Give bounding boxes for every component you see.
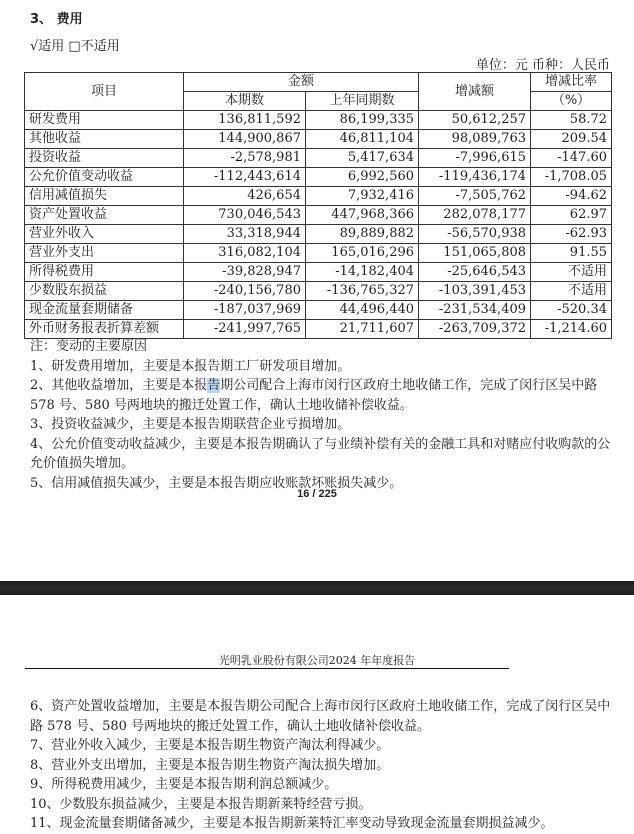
table-row (25, 206, 612, 225)
note-2 (30, 376, 620, 415)
cell-change: -263,709,372 (419, 320, 531, 339)
table-row (25, 282, 612, 301)
cell-current: -112,443,614 (184, 168, 306, 187)
header-ratio (531, 73, 612, 92)
cell-ratio: 209.54 (531, 130, 612, 149)
page-separator (0, 581, 634, 595)
header-amount: 金额 (184, 73, 419, 92)
table-header-row (25, 73, 612, 92)
cell-prior: 86,199,335 (306, 111, 419, 130)
cell-prior: 165,016,296 (306, 244, 419, 263)
cell-item: 少数股东损益 (25, 282, 184, 301)
table-row (25, 168, 612, 187)
currency-unit: 单位：元 币种：人民币 (475, 58, 610, 73)
header-current: 本期数 (184, 92, 306, 111)
cell-prior: 89,889,882 (306, 225, 419, 244)
cell-change: 282,078,177 (419, 206, 531, 225)
cell-item: 现金流量套期储备 (25, 301, 184, 320)
notes-section (30, 337, 620, 493)
cell-prior: 46,811,104 (306, 130, 419, 149)
cell-current: -2,578,981 (184, 149, 306, 168)
note-7: 7、营业外收入减少，主要是本报告期生物资产淘汰利得减少。 (30, 738, 390, 753)
table-row (25, 130, 612, 149)
notes-heading: 注：变动的主要原因 (30, 339, 148, 354)
cell-item: 营业外收入 (25, 225, 184, 244)
cell-prior: 447,968,366 (306, 206, 419, 225)
note-2-part-b: 期公司配合上海市闵行区政府土地收储工作，完成了闵行区吴中路 578 号、580 号两地块的搬迁处置工作，确认土地收储补偿收益。 (30, 378, 598, 413)
cell-current: -240,156,780 (184, 282, 306, 301)
cell-current: -39,828,947 (184, 263, 306, 282)
cell-ratio: -1,214.60 (531, 320, 612, 339)
cell-change: -231,534,409 (419, 301, 531, 320)
header-ratio-unit: （%） (531, 92, 612, 111)
cell-current: 144,900,867 (184, 130, 306, 149)
note-6: 6、资产处置收益增加，主要是本报告期公司配合上海市闵行区政府土地收储工作，完成了闵行区吴中路 578 号、580 号两地块的搬迁处置工作，确认土地收储补偿收益。 (30, 699, 611, 734)
cell-ratio: -94.62 (531, 187, 612, 206)
cell-change: -25,646,543 (419, 263, 531, 282)
cell-change: 98,089,763 (419, 130, 531, 149)
cell-ratio: -62.93 (531, 225, 612, 244)
expense-table (24, 72, 612, 339)
cell-current: 730,046,543 (184, 206, 306, 225)
cell-item: 所得税费用 (25, 263, 184, 282)
note-2-part-a: 2、其他收益增加，主要是本报 (30, 378, 208, 393)
cell-current: 316,082,104 (184, 244, 306, 263)
cell-prior: 6,992,560 (306, 168, 419, 187)
notes-continued (30, 697, 620, 834)
cell-ratio: 不适用 (531, 282, 612, 301)
cell-prior: 21,711,607 (306, 320, 419, 339)
cell-change: -7,996,615 (419, 149, 531, 168)
note-4: 4、公允价值变动收益减少，主要是本报告期确认了与业绩补偿有关的金融工具和对赌应付收购款的公允价值损失增加。 (30, 436, 611, 471)
table-row (25, 225, 612, 244)
cell-prior: -136,765,327 (306, 282, 419, 301)
cell-change: -103,391,453 (419, 282, 531, 301)
table-row (25, 301, 612, 320)
running-header: 光明乳业股份有限公司2024 年年度报告 (218, 654, 416, 667)
cell-change: -119,436,174 (419, 168, 531, 187)
cell-current: 426,654 (184, 187, 306, 206)
note-11: 11、现金流量套期储备减少，主要是本报告期新莱特汇率变动导致现金流量套期损益减少。 (30, 816, 554, 831)
selected-text[interactable]: 告 (207, 378, 221, 393)
section-title: 3、 费用 (30, 12, 83, 27)
cell-item: 公允价值变动收益 (25, 168, 184, 187)
cell-item: 营业外支出 (25, 244, 184, 263)
cell-prior: 44,496,440 (306, 301, 419, 320)
cell-item: 研发费用 (25, 111, 184, 130)
header-ratio-line1: 增减比率 (545, 74, 598, 89)
cell-ratio: -147.60 (531, 149, 612, 168)
page-number: 16 / 225 (297, 488, 337, 500)
cell-ratio: 91.55 (531, 244, 612, 263)
cell-item: 外币财务报表折算差额 (25, 320, 184, 339)
cell-ratio: -1,708.05 (531, 168, 612, 187)
cell-item: 其他收益 (25, 130, 184, 149)
header-prior: 上年同期数 (306, 92, 419, 111)
cell-current: 136,811,592 (184, 111, 306, 130)
cell-change: 151,065,808 (419, 244, 531, 263)
cell-change: -56,570,938 (419, 225, 531, 244)
header-change: 增减额 (419, 73, 531, 111)
cell-prior: 5,417,634 (306, 149, 419, 168)
cell-item: 信用减值损失 (25, 187, 184, 206)
note-8: 8、营业外支出增加，主要是本报告期生物资产淘汰损失增加。 (30, 757, 390, 773)
cell-change: 50,612,257 (419, 111, 531, 130)
table-row (25, 149, 612, 168)
cell-prior: -14,182,404 (306, 263, 419, 282)
header-rule (25, 668, 509, 669)
note-5: 5、信用减值损失减少，主要是本报告期应收账款坏账损失减少。 (30, 475, 403, 491)
cell-prior: 7,932,416 (306, 187, 419, 206)
table-row (25, 187, 612, 206)
header-item: 项目 (25, 73, 184, 111)
note-1: 1、研发费用增加，主要是本报告期工厂研发项目增加。 (30, 358, 351, 374)
note-9: 9、所得税费用减少，主要是本报告期利润总额减少。 (30, 777, 338, 792)
cell-current: -241,997,765 (184, 320, 306, 339)
cell-current: -187,037,969 (184, 301, 306, 320)
cell-ratio: 不适用 (531, 263, 612, 282)
table-row (25, 263, 612, 282)
cell-item: 资产处置收益 (25, 206, 184, 225)
table-row (25, 244, 612, 263)
cell-item: 投资收益 (25, 149, 184, 168)
table-row (25, 320, 612, 339)
cell-current: 33,318,944 (184, 225, 306, 244)
cell-ratio: 58.72 (531, 111, 612, 130)
note-10: 10、少数股东损益减少，主要是本报告期新莱特经营亏损。 (30, 796, 372, 812)
applicability-option: √适用 □不适用 (30, 39, 120, 54)
cell-change: -7,505,762 (419, 187, 531, 206)
table-row (25, 111, 612, 130)
note-3: 3、投资收益减少，主要是本报告期联营企业亏损增加。 (30, 417, 351, 432)
cell-ratio: -520.34 (531, 301, 612, 320)
cell-ratio: 62.97 (531, 206, 612, 225)
